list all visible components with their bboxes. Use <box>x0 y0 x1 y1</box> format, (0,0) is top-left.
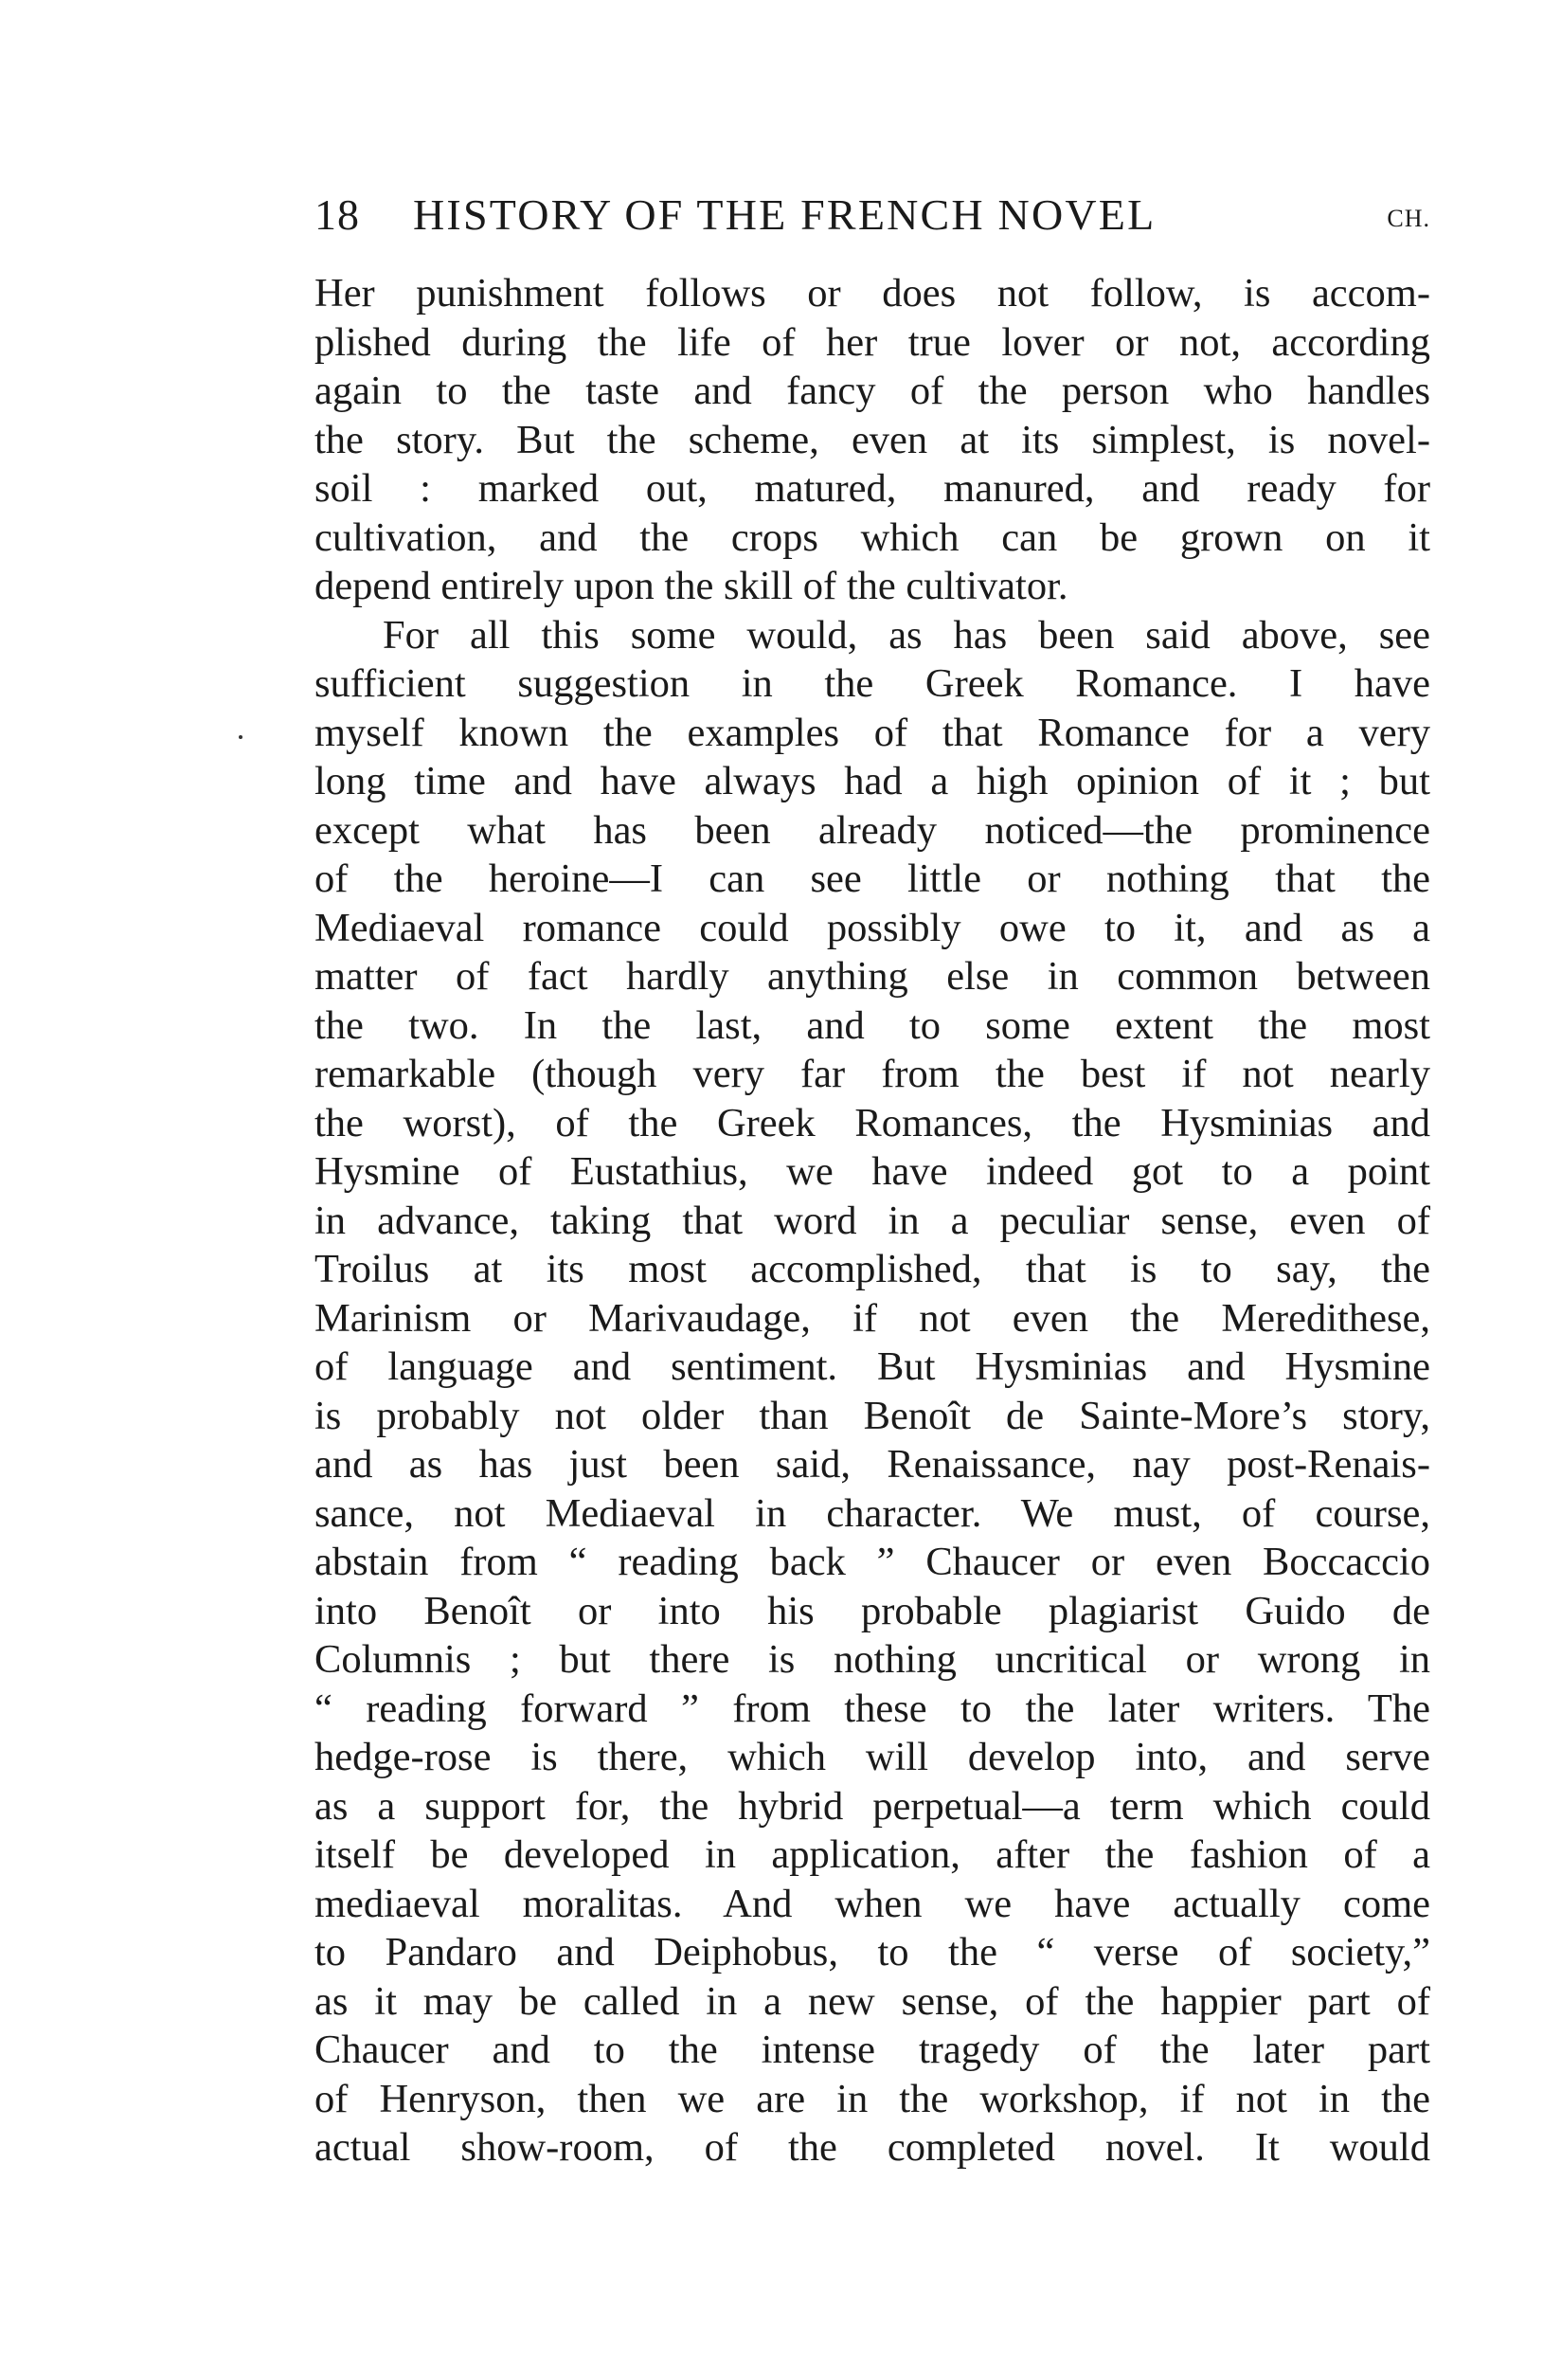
text-line: except what has been already noticed—the prominence <box>314 807 1430 853</box>
text-line: hedge-rose is there, which will develop into, and serve <box>314 1735 1430 1779</box>
text-line: as it may be called in a new sense, of the happier part of <box>314 1978 1430 2024</box>
text-line: remarkable (though very far from the best if not nearly <box>314 1052 1430 1096</box>
running-header <box>314 182 1430 248</box>
text-line: Mediaeval romance could possibly owe to it, and as a <box>314 905 1430 950</box>
text-line: of Henryson, then we are in the workshop, if not in the <box>314 2076 1430 2121</box>
text-line: mediaeval moralitas. And when we have actually come <box>314 1881 1430 1926</box>
text-line: of language and sentiment. But Hysminias and Hysmine <box>314 1344 1430 1389</box>
text-line: plished during the life of her true lover or not, according <box>314 319 1430 365</box>
text-line: sufficient suggestion in the Greek Romance. I have <box>314 661 1430 706</box>
stray-ink-mark <box>239 735 242 739</box>
text-line: as a support for, the hybrid perpetual—a term which could <box>314 1783 1430 1829</box>
text-line: soil : marked out, matured, manured, and ready for <box>314 466 1430 511</box>
text-line: is probably not older than Benoît de Sainte-More’s story, <box>314 1393 1430 1438</box>
text-line: the two. In the last, and to some extent the most <box>314 1002 1430 1048</box>
text-line: myself known the examples of that Romance for a very <box>314 710 1430 755</box>
text-line: Marinism or Marivaudage, if not even the Meredithese, <box>314 1295 1430 1341</box>
text-line: again to the taste and fancy of the person who handles <box>314 369 1430 413</box>
text-line: long time and have always had a high opinion of it ; but <box>314 759 1430 803</box>
page-number: 18 <box>314 190 360 239</box>
text-line: of the heroine—I can see little or nothing that the <box>314 856 1430 901</box>
text-line: Her punishment follows or does not follow, is accom- <box>314 271 1430 316</box>
text-line: abstain from “ reading back ” Chaucer or even Boccaccio <box>314 1540 1430 1584</box>
text-line: in advance, taking that word in a peculiar sense, even of <box>314 1198 1430 1243</box>
text-line: Hysmine of Eustathius, we have indeed got to a point <box>314 1149 1430 1194</box>
text-line: “ reading forward ” from these to the later writers. The <box>314 1686 1430 1731</box>
text-line: cultivation, and the crops which can be grown on it <box>314 514 1430 560</box>
running-title: HISTORY OF THE FRENCH NOVEL <box>413 190 1157 239</box>
text-line: matter of fact hardly anything else in common between <box>314 954 1430 999</box>
text-line: and as has just been said, Renaissance, nay post-Renais- <box>314 1442 1430 1487</box>
text-line: the worst), of the Greek Romances, the Hysminias and <box>314 1100 1430 1145</box>
text-line: Columnis ; but there is nothing uncritical or wrong in <box>314 1637 1430 1682</box>
text-line: itself be developed in application, after the fashion of a <box>314 1832 1430 1877</box>
text-line: Chaucer and to the intense tragedy of the later part <box>314 2028 1430 2072</box>
chapter-mark: CH. <box>1387 205 1430 232</box>
body-text <box>314 269 1430 2173</box>
text-line: the story. But the scheme, even at its simplest, is novel- <box>314 417 1430 462</box>
text-line: into Benoît or into his probable plagiarist Guido de <box>314 1588 1430 1633</box>
text-line: Troilus at its most accomplished, that is to say, the <box>314 1247 1430 1291</box>
text-line: sance, not Mediaeval in character. We must, of course, <box>314 1490 1430 1536</box>
text-line: to Pandaro and Deiphobus, to the “ verse of society,” <box>314 1930 1430 1974</box>
text-line-paragraph-end: depend entirely upon the skill of the cultivator. <box>314 564 1068 608</box>
text-line-paragraph-start: For all this some would, as has been said above, see <box>383 612 1430 658</box>
text-line: actual show-room, of the completed novel. It would <box>314 2125 1430 2170</box>
